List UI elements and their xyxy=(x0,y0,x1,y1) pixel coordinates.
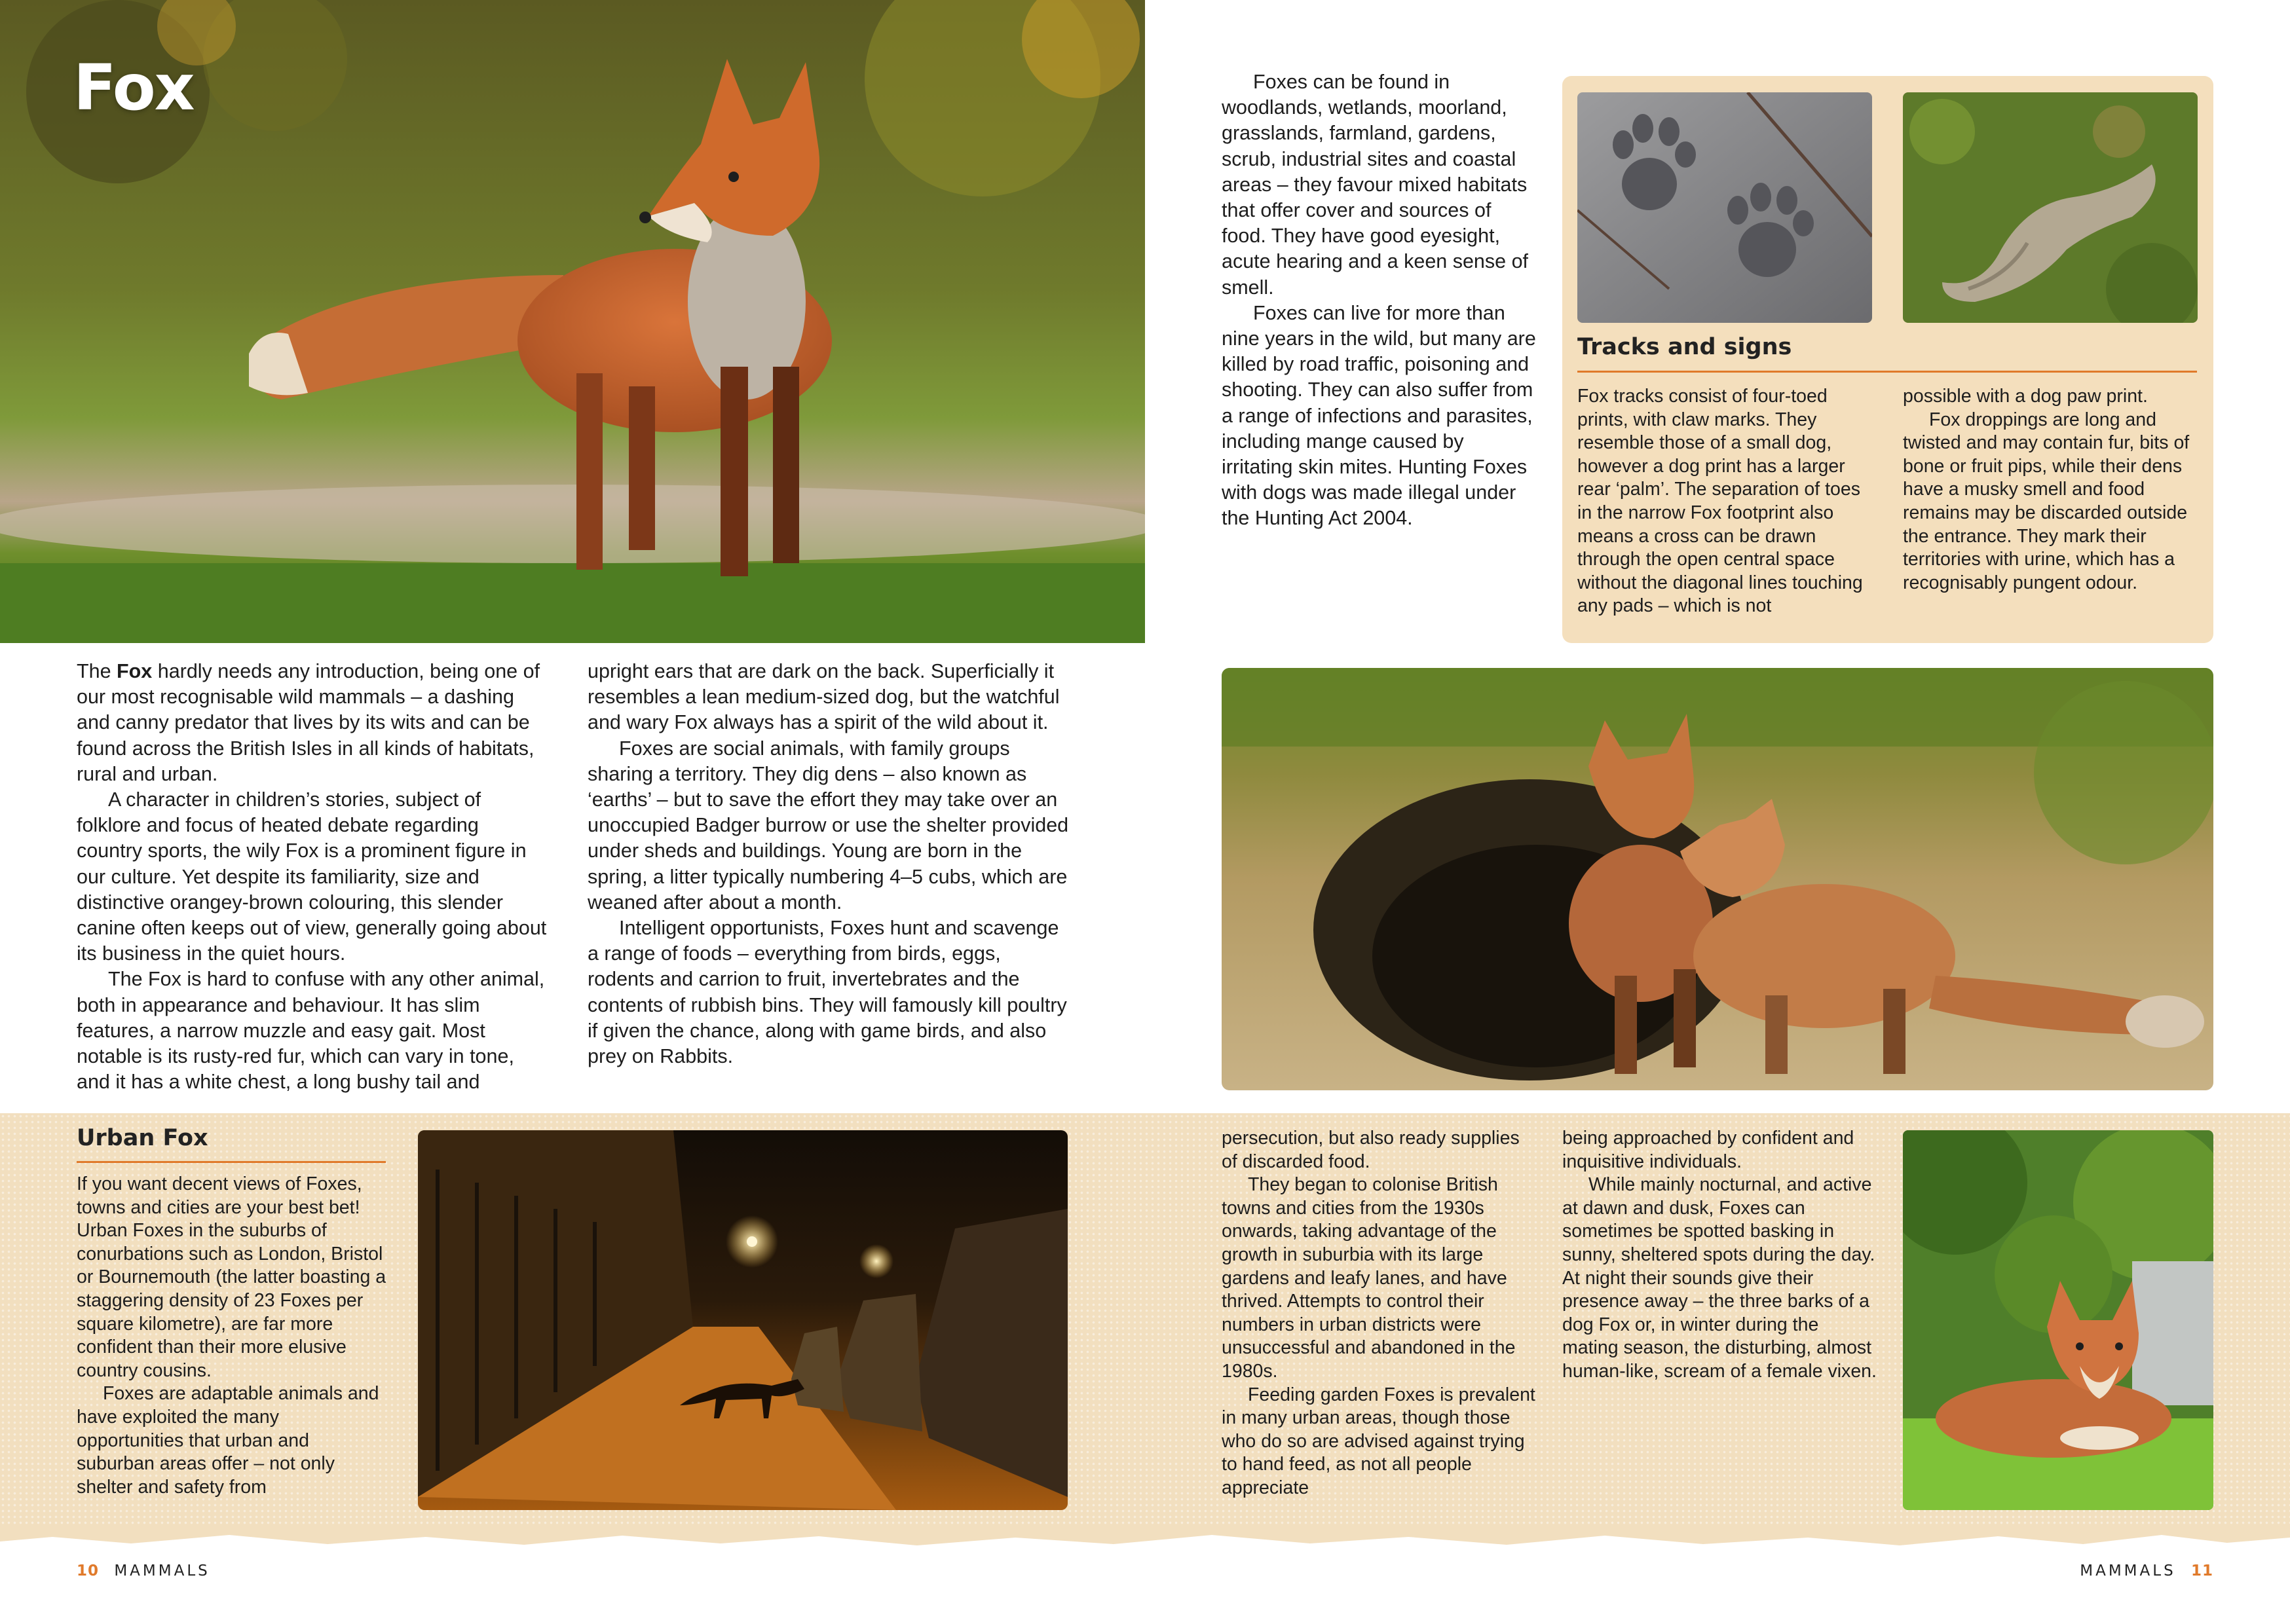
urban-paragraph: being approached by confident and inquisitive individuals. xyxy=(1562,1128,1854,1172)
fox-footprints-photo xyxy=(1577,92,1872,323)
intro-column-2 xyxy=(588,659,1070,1069)
urban-column-1 xyxy=(77,1173,391,1499)
habitat-paragraph: Foxes can live for more than nine years in the wild, but many are killed by road traffic, poisoning and shooting. They can also suffer from a range of infections and parasites, including mange caused by irritating skin mites. Hunting Foxes with dogs was made illegal under the Hunting Act 2004. xyxy=(1222,301,1536,530)
intro-paragraph: Intelligent opportunists, Foxes hunt and scavenge a range of foods – everything from birds, eggs, rodents and carrion to fruit, invertebrates and the contents of rubbish bins. They will famously kill poultry if given the chance, along with game birds, and also prey on Rabbits. xyxy=(588,917,1067,1068)
right-page-number: 11 xyxy=(2190,1562,2213,1579)
fox-cubs-den-photo xyxy=(1222,668,2213,1090)
intro-column-1 xyxy=(77,659,548,1095)
page-title: Fox xyxy=(73,51,194,124)
habitat-column xyxy=(1222,69,1536,532)
torn-paper-edge xyxy=(0,1526,2290,1552)
fox-droppings-photo xyxy=(1903,92,2198,323)
intro-paragraph: The Fox hardly needs any introduction, being one of our most recognisable wild mammals – a dashing and canny predator that lives by its wits and can be found across the British Isles in all kinds of habitats, rural and urban. xyxy=(77,660,540,785)
right-section-label: MAMMALS xyxy=(2080,1562,2176,1579)
urban-paragraph: While mainly nocturnal, and active at dawn and dusk, Foxes can sometimes be spotted basking in sunny, sheltered spots during the day. At night their sounds give their presence away – the three barks of a dog Fox or, in winter during the mating season, the disturbing, almost human-like, scream of a female vixen. xyxy=(1562,1174,1877,1382)
urban-paragraph: They began to colonise British towns and cities from the 1930s onwards, taking advantage of the growth in suburbia with its large gardens and leafy lanes, and have thrived. Attempts to control their numbers in urban districts were unsuccessful and abandoned in the 1980s. xyxy=(1222,1174,1516,1382)
footer-right xyxy=(2080,1562,2213,1579)
urban-fox-street-photo xyxy=(418,1130,1068,1510)
left-page-number: 10 xyxy=(77,1562,100,1579)
resting-fox-garden-photo xyxy=(1903,1130,2213,1510)
urban-column-3 xyxy=(1562,1127,1877,1384)
left-section-label: MAMMALS xyxy=(114,1562,210,1579)
intro-paragraph: The Fox is hard to confuse with any other animal, both in appearance and behaviour. It has slim features, a narrow muzzle and easy gait. Most notable is its rusty-red fur, which can vary in tone, and it has a white chest, a long bushy tail and xyxy=(77,968,545,1094)
footer-left xyxy=(77,1562,210,1579)
urban-paragraph: persecution, but also ready supplies of discarded food. xyxy=(1222,1128,1520,1172)
intro-paragraph: A character in children’s stories, subject of folklore and focus of heated debate regarding country sports, the wily Fox is a prominent figure in our culture. Yet despite its familiarity, size and distinctive orangey-brown colouring, this slender canine often keeps out of view, generally going about its business in the quiet hours. xyxy=(77,788,547,965)
tracks-paragraph: possible with a dog paw print. xyxy=(1903,386,2148,407)
urban-fox-heading: Urban Fox xyxy=(77,1125,208,1151)
tracks-column-2 xyxy=(1903,385,2204,595)
intro-paragraph: Foxes are social animals, with family groups sharing a territory. They dig dens – also known as ‘earths’ – but to save the effort they may take over an unoccupied Badger burrow or use the shelter provided under sheds and buildings. Young are born in the spring, a litter typically numbering 4–5 cubs, which are weaned after about a month. xyxy=(588,737,1069,913)
urban-paragraph: If you want decent views of Foxes, towns and cities are your best bet! Urban Foxes in the suburbs of conurbations such as London, Bristol or Bournemouth (the latter boasting a staggering density of 23 Foxes per square kilometre), are far more confident than their more elusive country cousins. xyxy=(77,1173,386,1381)
tracks-paragraph: Fox droppings are long and twisted and may contain fur, bits of bone or fruit pips, while their dens have a musky smell and food remains may be discarded outside the entrance. They mark their territories with urine, which has a recognisably pungent odour. xyxy=(1903,409,2190,593)
urban-paragraph: Feeding garden Foxes is prevalent in many urban areas, though those who do so are advised against trying to hand feed, as not all people appreciate xyxy=(1222,1384,1535,1498)
urban-heading-rule xyxy=(77,1161,386,1163)
tracks-column-1 xyxy=(1577,385,1879,618)
tracks-paragraph: Fox tracks consist of four-toed prints, with claw marks. They resemble those of a small dog, however a dog print has a larger rear ‘palm’. The separation of toes in the narrow Fox footprint also means a cross can be drawn through the open central space without the diagonal lines touching any pads – which is not xyxy=(1577,386,1863,617)
urban-column-2 xyxy=(1222,1127,1536,1500)
habitat-paragraph: Foxes can be found in woodlands, wetlands, moorland, grasslands, farmland, gardens, scrub, industrial sites and coastal areas – they favour mixed habitats that offer cover and sources of food. They have good eyesight, acute hearing and a keen sense of smell. xyxy=(1222,71,1529,299)
urban-paragraph: Foxes are adaptable animals and have exploited the many opportunities that urban and suburban areas offer – not only shelter and safety from xyxy=(77,1383,379,1498)
tracks-heading: Tracks and signs xyxy=(1577,334,1792,360)
tracks-heading-rule xyxy=(1577,371,2197,373)
intro-paragraph: upright ears that are dark on the back. Superficially it resembles a lean medium-sized dog, but the watchful and wary Fox always has a spirit of the wild about it. xyxy=(588,660,1060,734)
